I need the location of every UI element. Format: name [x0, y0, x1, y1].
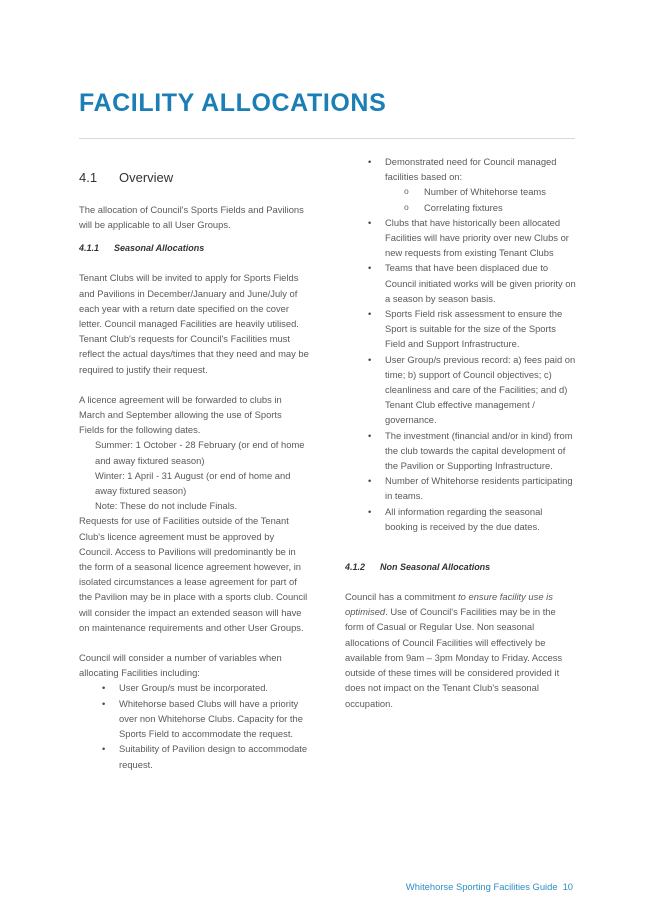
non-seasonal-rest: . Use of Council's Facilities may be in the form of Casual or Regular Use. Non seasonal allocations of Council Facilities will effectively be available from 9am – 3pm Monday to Friday. Access outside of these times will be considered provided it does not impact on the Tenant Club's seasonal occupation.	[345, 606, 563, 709]
non-seasonal-paragraph	[345, 589, 577, 711]
seasonal-paragraph-2: A licence agreement will be forwarded to clubs in March and September allowing the use of Sports Fields for the following dates.	[79, 393, 282, 436]
title-divider	[79, 138, 575, 139]
variables-list-right	[345, 154, 577, 534]
seasonal-title: Seasonal Allocations	[114, 243, 205, 254]
sub-list-item: o Number of Whitehorse teams	[345, 184, 577, 199]
non-seasonal-heading	[345, 560, 577, 574]
section-number: 4.1	[79, 170, 98, 185]
non-seasonal-number: 4.1.2	[345, 562, 366, 573]
list-item: • The investment (financial and/or in kind) from the club towards the capital development of the Pavilion or Supporting Infrastructure.	[345, 428, 577, 474]
non-seasonal-title: Non Seasonal Allocations	[380, 562, 491, 573]
list-item: • Whitehorse based Clubs will have a priority over non Whitehorse Clubs. Capacity for the Sports Field to accommodate the request.	[79, 696, 309, 742]
seasonal-paragraph-4: Council will consider a number of variables when allocating Facilities including:	[79, 652, 282, 679]
list-item: • User Group/s must be incorporated.	[79, 680, 309, 695]
list-item: • Demonstrated need for Council managed facilities based on:	[345, 154, 577, 184]
page-title: FACILITY ALLOCATIONS	[79, 89, 387, 117]
sub-list-item: o Correlating fixtures	[345, 200, 577, 215]
right-column	[345, 154, 577, 711]
seasonal-number: 4.1.1	[79, 243, 100, 254]
list-item: • Teams that have been displaced due to Council initiated works will be given priority on a season by season basis.	[345, 260, 577, 306]
list-item: • Sports Field risk assessment to ensure the Sport is suitable for the size of the Sports Field and Support Infrastructure.	[345, 306, 577, 352]
seasonal-heading	[79, 241, 309, 255]
finals-note: Note: These do not include Finals.	[95, 500, 238, 512]
page-footer	[406, 879, 573, 894]
left-column	[79, 154, 309, 772]
summer-season: Summer: 1 October - 28 February (or end of home and away fixtured season)	[95, 439, 305, 466]
seasonal-paragraph-3: Requests for use of Facilities outside of the Tenant Club's licence agreement must be approved by Council. Access to Pavilions will predominantly be in the form of a seasonal licence agreement however, in isolated circumstances a lease agreement for part of the Pavilion may be in place with a sports club. Council will consider the impact an extended season will have on maintenance requirements and other User Groups.	[79, 515, 308, 633]
non-seasonal-lead: Council has a commitment	[345, 591, 456, 603]
footer-guide-title: Whitehorse Sporting Facilities Guide	[405, 881, 558, 892]
variables-list-left	[79, 680, 309, 771]
overview-intro: The allocation of Council's Sports Fields and Pavilions will be applicable to all User Groups.	[79, 204, 304, 231]
list-item: • Suitability of Pavilion design to accommodate request.	[79, 741, 309, 771]
winter-season: Winter: 1 April - 31 August (or end of home and away fixtured season)	[95, 469, 291, 497]
section-heading	[79, 169, 309, 187]
list-item: • User Group/s previous record: a) fees paid on time; b) support of Council objectives; c) cleanliness and care of the Facilities; and d) Tenant Club effective management / governance.	[345, 352, 577, 428]
seasonal-paragraph-1: Tenant Clubs will be invited to apply for Sports Fields and Pavilions in December/January and June/July of each year with a return date specified on the cover letter. Council managed Facilities are heavily utilised. Tenant Club's requests for Council's Facilities must reflect the actual days/times that they need and may be required to justify their request.	[79, 272, 309, 375]
list-item: • Clubs that have historically been allocated Facilities will have priority over new Clubs or new requests from existing Tenant Clubs	[345, 215, 577, 261]
list-item: • All information regarding the seasonal booking is received by the due dates.	[345, 504, 577, 534]
section-title: Overview	[119, 170, 174, 185]
list-item: • Number of Whitehorse residents participating in teams.	[345, 473, 577, 503]
page-number: 10	[562, 881, 573, 892]
non-seasonal-emphasis: to ensure facility use is optimised	[345, 591, 553, 618]
